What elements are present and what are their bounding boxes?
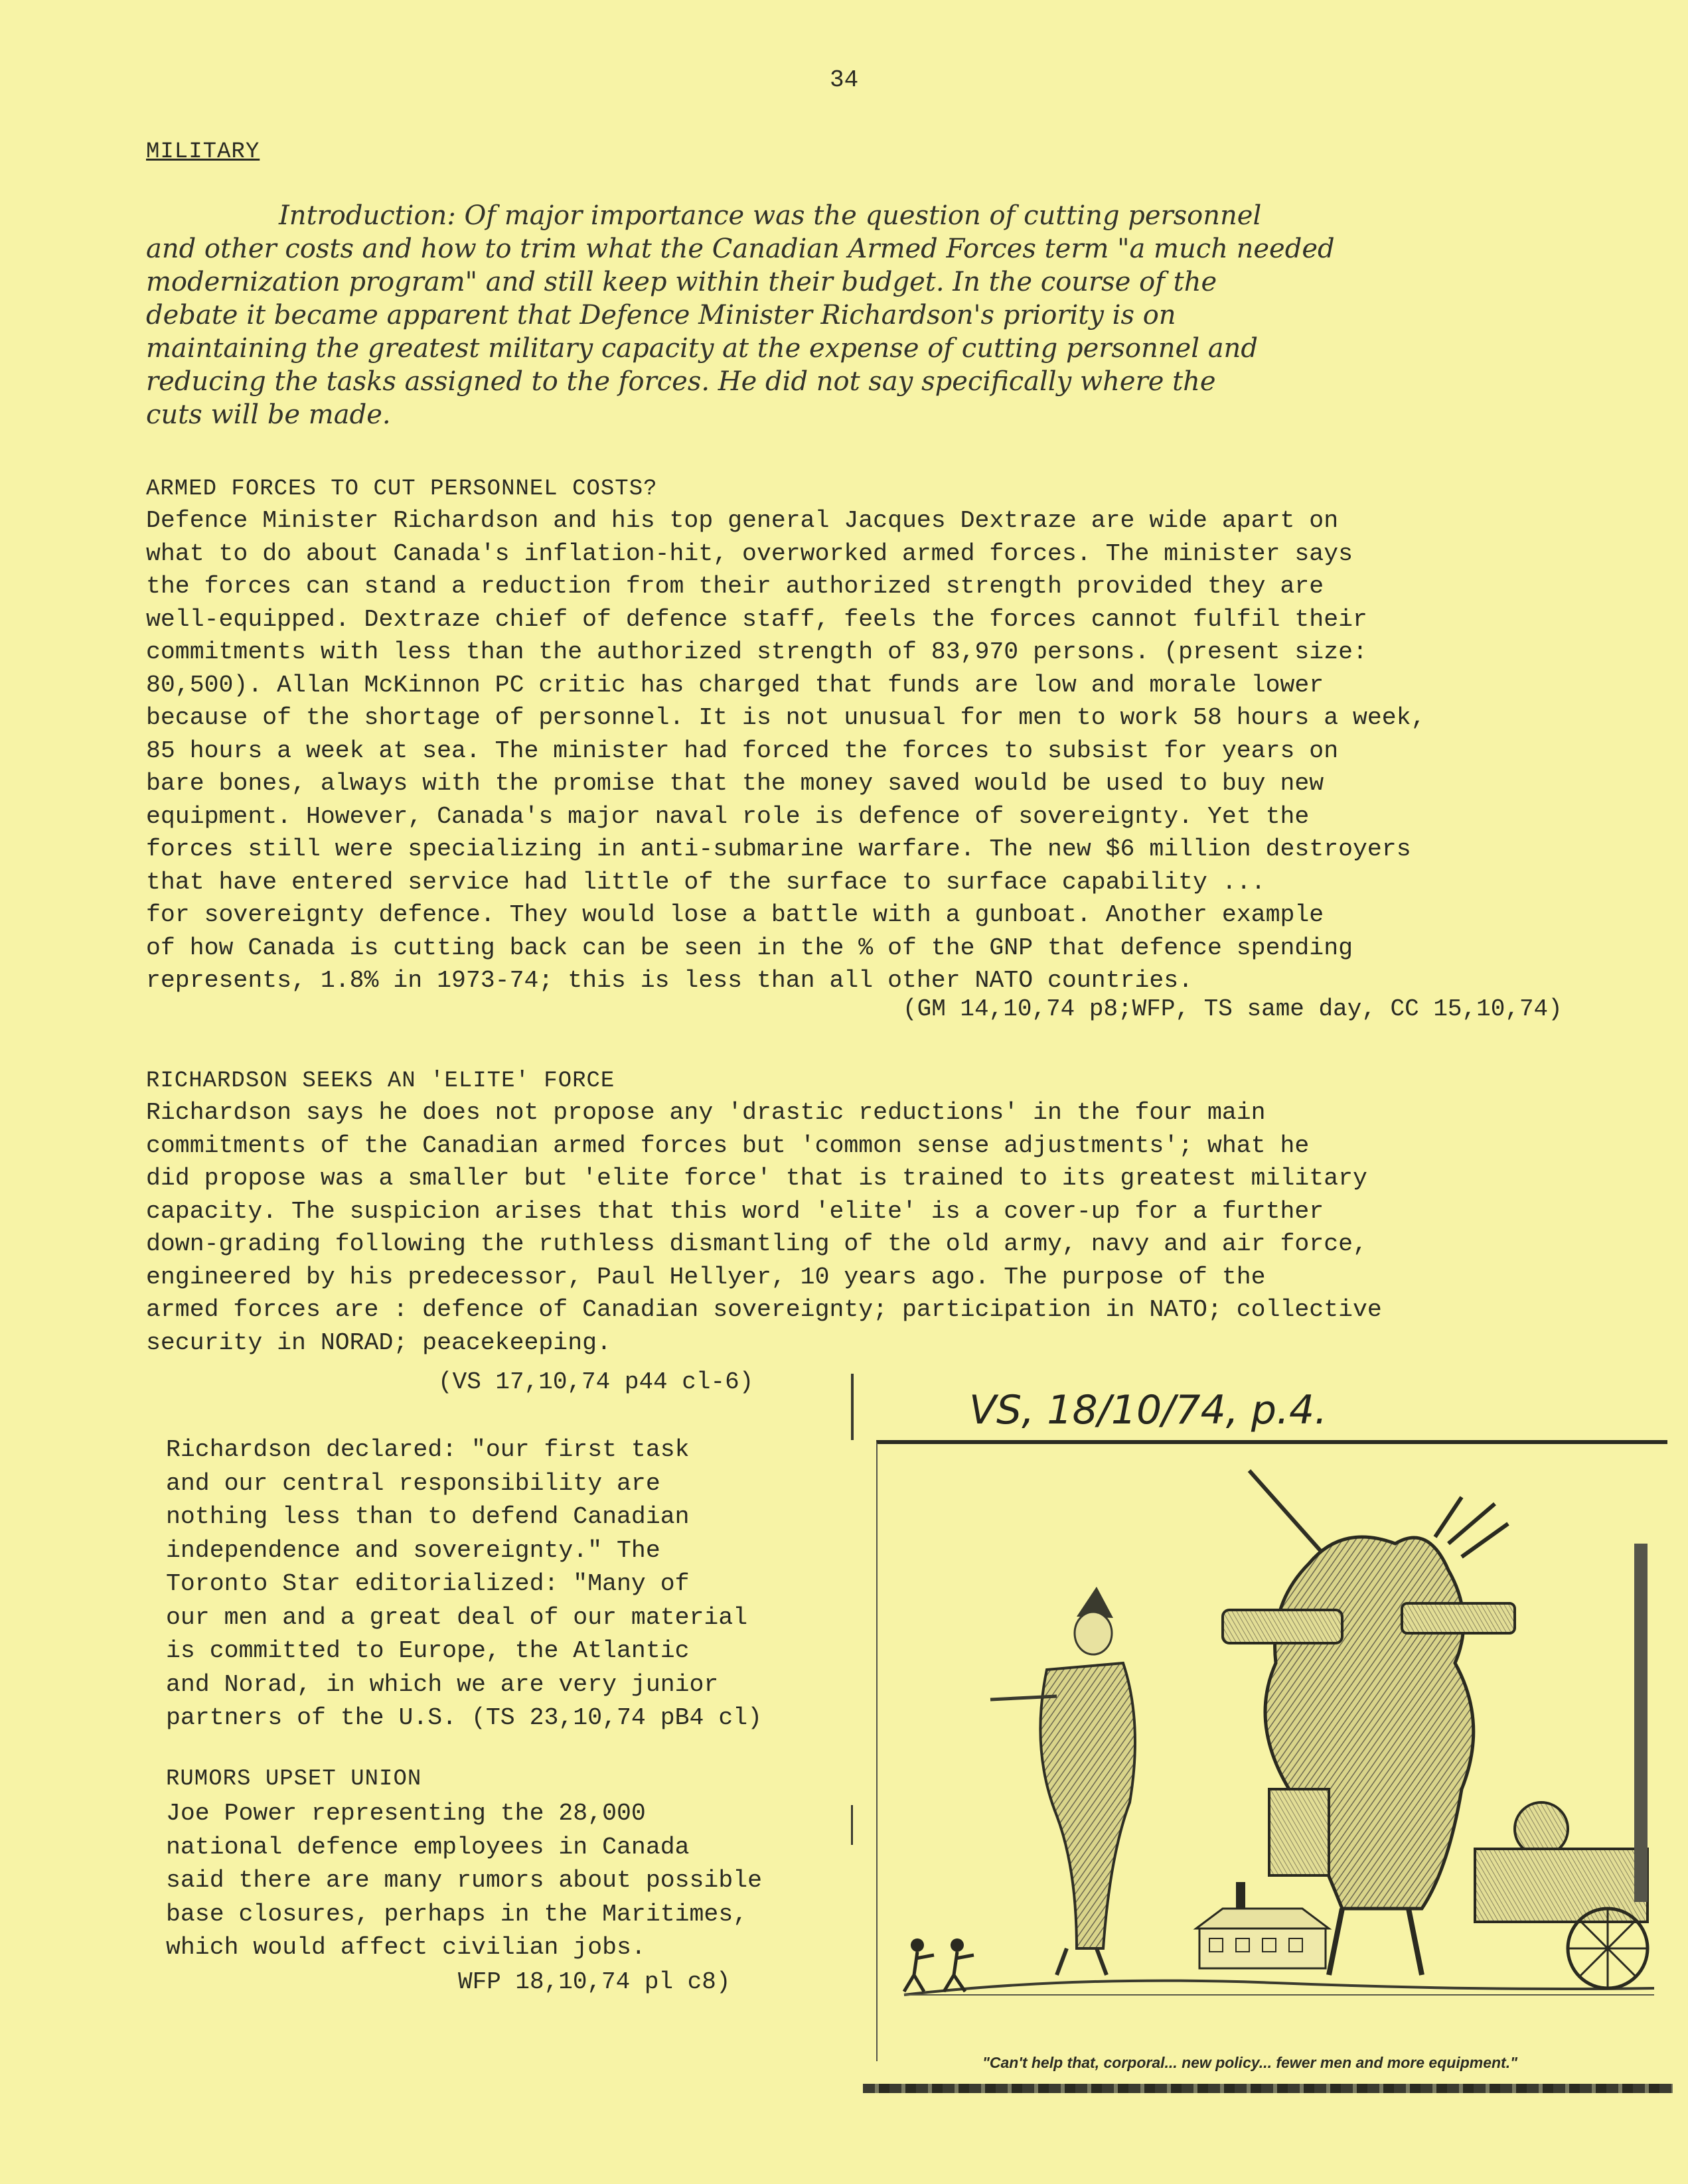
intro-line: reducing the tasks assigned to the forces. He did not say specifically where the (146, 366, 1216, 397)
article-line: 85 hours a week at sea. The minister had forced the forces to subsist for years on (146, 737, 1339, 764)
article-line: security in NORAD; peacekeeping. (146, 1329, 611, 1356)
introduction-paragraph (146, 199, 1533, 431)
article-line: capacity. The suspicion arises that this word 'elite' is a cover-up for a further (146, 1197, 1324, 1225)
article-line: of how Canada is cutting back can be seen in the % of the GNP that defence spending (146, 934, 1353, 962)
bottom-rule (863, 2084, 1673, 2093)
intro-line: modernization program" and still keep within their budget. In the course of the (146, 267, 1217, 297)
article-line: and Norad, in which we are very junior (166, 1670, 719, 1698)
handwritten-note: VS, 18/10/74, p.4. (969, 1387, 1328, 1433)
cartoon-illustration (878, 1444, 1666, 2055)
article-line: national defence employees in Canada (166, 1833, 690, 1861)
intro-line: Introduction: Of major importance was the question of cutting personnel (279, 200, 1262, 231)
cartoon-caption: "Can't help that, corporal... new policy... fewer men and more equipment." (982, 2054, 1517, 2071)
article-source: (GM 14,10,74 p8;WFP, TS same day, CC 15,10,74) (903, 995, 1563, 1023)
article-line: Defence Minister Richardson and his top general Jacques Dextraze are wide apart on (146, 507, 1339, 534)
article-line: is committed to Europe, the Atlantic (166, 1637, 690, 1664)
intro-line: and other costs and how to trim what the Canadian Armed Forces term "a much needed (146, 234, 1335, 264)
soldier-with-equipment (1223, 1471, 1515, 1975)
article-line: partners of the U.S. (TS 23,10,74 pB4 cl) (166, 1704, 763, 1731)
article-line: what to do about Canada's inflation-hit, overworked armed forces. The minister says (146, 540, 1353, 567)
article-line: Joe Power representing the 28,000 (166, 1800, 646, 1827)
article-line: commitments with less than the authorized strength of 83,970 persons. (present size: (146, 638, 1367, 666)
building (1196, 1882, 1329, 1968)
article-line: engineered by his predecessor, Paul Hellyer, 10 years ago. The purpose of the (146, 1263, 1266, 1291)
article-line: did propose was a smaller but 'elite force' that is trained to its greatest military (146, 1165, 1367, 1192)
article-body (166, 1433, 762, 1735)
article-line: because of the shortage of personnel. It is not unusual for men to work 58 hours a week, (146, 704, 1426, 731)
section-title: MILITARY (146, 139, 260, 165)
page-number: 34 (830, 66, 859, 94)
article-source: (VS 17,10,74 p44 cl-6) (438, 1368, 754, 1396)
article-line: bare bones, always with the promise that the money saved would be used to buy new (146, 770, 1324, 797)
margin-mark (851, 1374, 854, 1440)
article-line: said there are many rumors about possible (166, 1867, 763, 1894)
intro-line: maintaining the greatest military capacity at the expense of cutting personnel and (146, 333, 1258, 364)
article-line: commitments of the Canadian armed forces but 'common sense adjustments'; what he (146, 1131, 1310, 1159)
article-line: represents, 1.8% in 1973-74; this is less than all other NATO countries. (146, 967, 1193, 994)
intro-line: cuts will be made. (146, 400, 391, 430)
article-line: 80,500). Allan McKinnon PC critic has charged that funds are low and morale lower (146, 671, 1324, 699)
margin-mark (851, 1805, 853, 1845)
article-line: Richardson declared: "our first task (166, 1436, 690, 1463)
article-line: well-equipped. Dextraze chief of defence staff, feels the forces cannot fulfil their (146, 605, 1367, 633)
running-soldiers (904, 1938, 974, 1992)
article-line: independence and sovereignty." The (166, 1536, 660, 1564)
article-line: forces still were specializing in anti-submarine warfare. The new $6 million destroyers (146, 836, 1411, 863)
intro-line: debate it became apparent that Defence Minister Richardson's priority is on (146, 300, 1176, 330)
article-line: down-grading following the ruthless dismantling of the old army, navy and air force, (146, 1230, 1367, 1258)
article-line: our men and a great deal of our material (166, 1603, 748, 1631)
article-line: Toronto Star editorialized: "Many of (166, 1570, 690, 1597)
article-heading: RICHARDSON SEEKS AN 'ELITE' FORCE (146, 1068, 615, 1094)
article-heading: ARMED FORCES TO CUT PERSONNEL COSTS? (146, 476, 658, 502)
article-heading: RUMORS UPSET UNION (166, 1767, 422, 1792)
article-line: armed forces are : defence of Canadian sovereignty; participation in NATO; collective (146, 1296, 1382, 1323)
article-body (166, 1797, 762, 1965)
article-line: for sovereignty defence. They would lose a battle with a gunboat. Another example (146, 901, 1324, 928)
officer-figure (990, 1587, 1135, 1975)
article-line: base closures, perhaps in the Maritimes, (166, 1900, 748, 1928)
editorial-cartoon (876, 1440, 1667, 2061)
article-line: Richardson says he does not propose any 'drastic reductions' in the four main (146, 1099, 1266, 1126)
article-line: which would affect civilian jobs. (166, 1934, 646, 1961)
article-line: and our central responsibility are (166, 1469, 660, 1497)
article-body (146, 504, 1426, 997)
article-line: that have entered service had little of the surface to surface capability ... (146, 868, 1266, 896)
article-line: equipment. However, Canada's major naval role is defence of sovereignty. Yet the (146, 802, 1310, 830)
article-line: the forces can stand a reduction from their authorized strength provided they are (146, 573, 1324, 600)
article-body (146, 1096, 1382, 1359)
article-source: WFP 18,10,74 pl c8) (458, 1968, 731, 1996)
article-line: nothing less than to defend Canadian (166, 1503, 690, 1530)
